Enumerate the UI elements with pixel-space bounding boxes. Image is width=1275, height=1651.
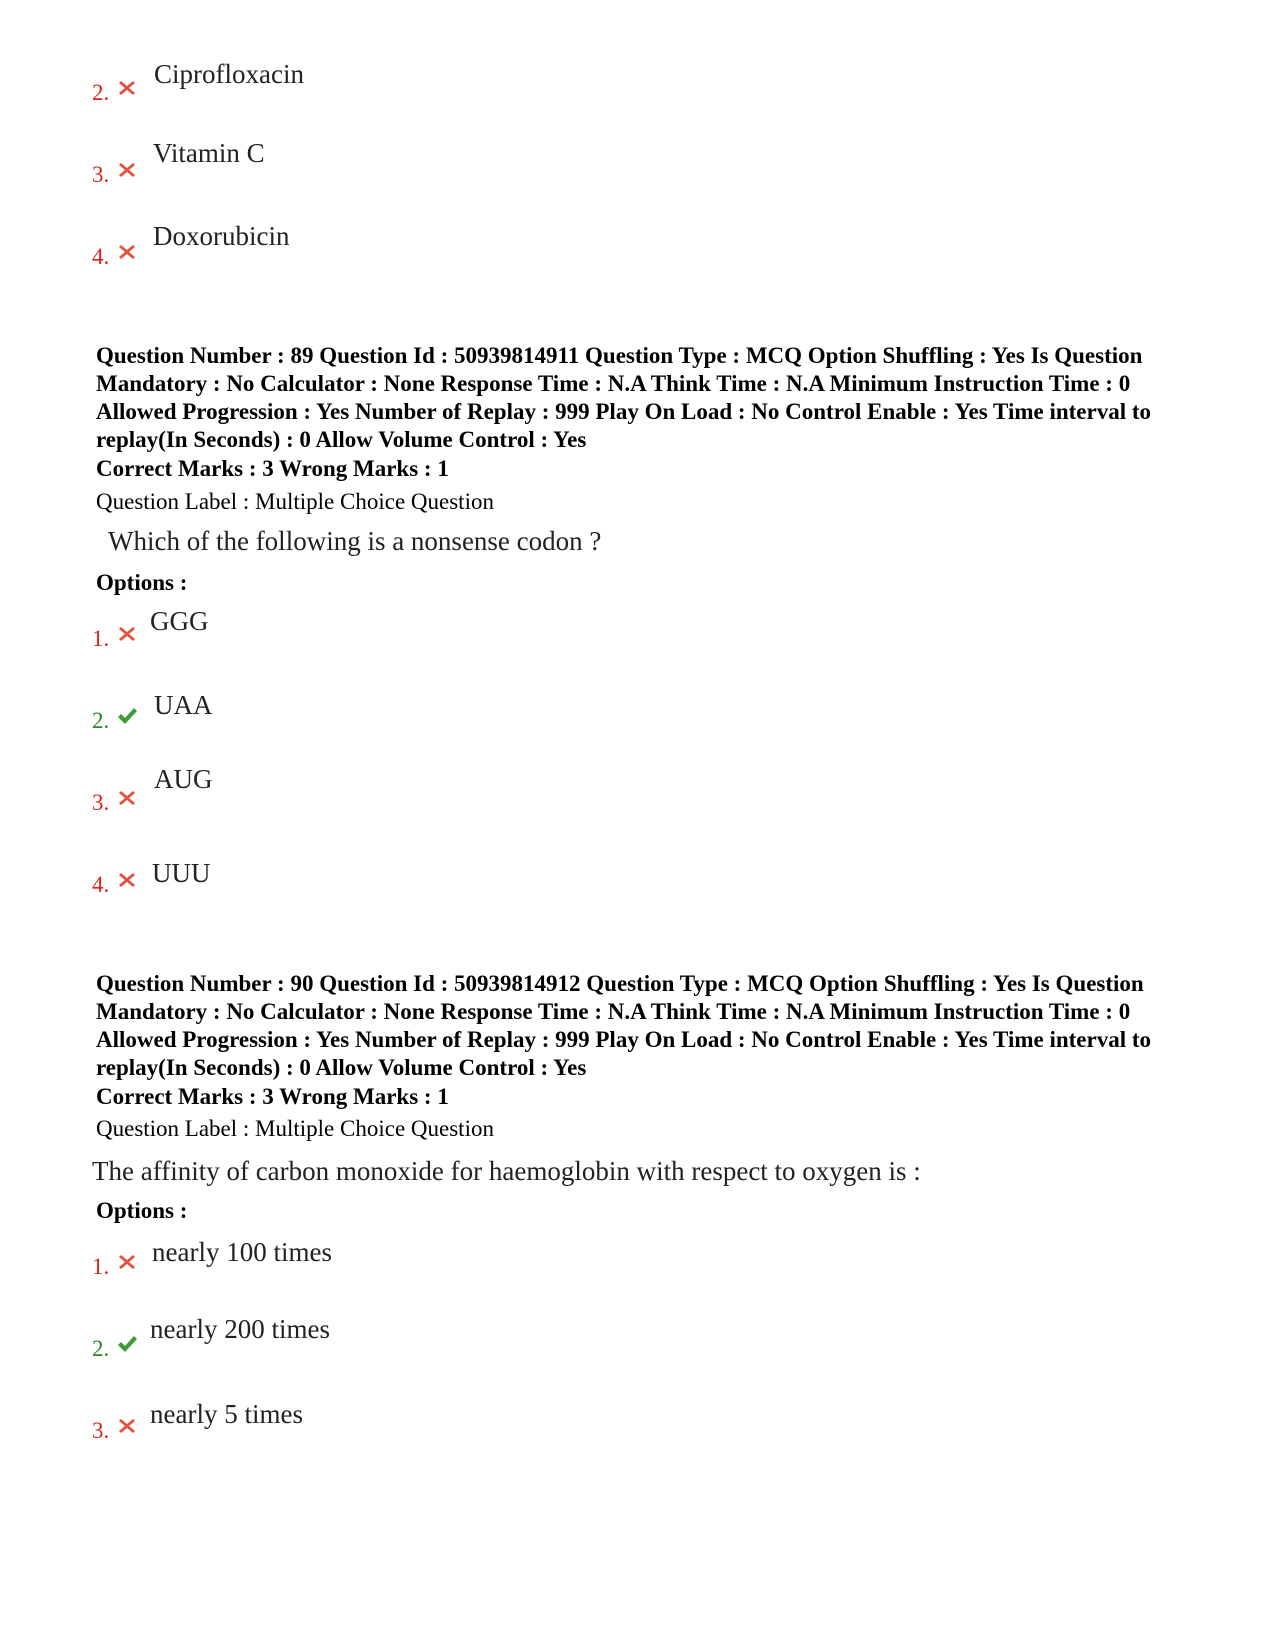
option-number: 3.: [92, 790, 110, 815]
question-label: Question Label : Multiple Choice Question: [96, 1116, 494, 1141]
option-number: 2.: [92, 80, 110, 105]
options-heading: Options :: [96, 570, 188, 595]
option-text: UAA: [154, 690, 213, 720]
check-icon: [116, 1333, 138, 1355]
question-text: Which of the following is a nonsense codon ?: [108, 526, 602, 556]
option-text: Doxorubicin: [153, 221, 290, 251]
cross-icon: [116, 77, 138, 99]
question-marks: Correct Marks : 3 Wrong Marks : 1: [96, 1084, 449, 1109]
option-number: 1.: [92, 1254, 110, 1279]
cross-icon: [116, 159, 138, 181]
question-label: Question Label : Multiple Choice Question: [96, 489, 494, 514]
option-text: UUU: [152, 858, 211, 888]
option-number: 4.: [92, 244, 110, 269]
option-number: 3.: [92, 162, 110, 187]
check-icon: [116, 705, 138, 727]
cross-icon: [116, 787, 138, 809]
option-number: 3.: [92, 1418, 110, 1443]
option-text: Ciprofloxacin: [154, 59, 304, 89]
question-text: The affinity of carbon monoxide for haemoglobin with respect to oxygen is :: [92, 1156, 921, 1186]
option-text: AUG: [154, 764, 213, 794]
option-text: nearly 100 times: [152, 1237, 332, 1267]
option-number: 4.: [92, 872, 110, 897]
cross-icon: [116, 1251, 138, 1273]
option-number: 2.: [92, 708, 110, 733]
option-text: nearly 5 times: [150, 1399, 303, 1429]
option-text: Vitamin C: [153, 138, 265, 168]
option-number: 1.: [92, 626, 110, 651]
option-number: 2.: [92, 1336, 110, 1361]
question-meta: Question Number : 89 Question Id : 50939814911 Question Type : MCQ Option Shuffling : Yes Is Question Mandatory : No Calculator : None Response Time : N.A Think Time : N.A Minimum Instruction Time : 0 Allowed Progression : Yes Number of Replay : 999 Play On Load : No Control Enable : Yes Time interval to replay(In Seconds) : 0 Allow Volume Control : Yes: [96, 343, 1152, 452]
question-marks: Correct Marks : 3 Wrong Marks : 1: [96, 456, 449, 481]
option-text: nearly 200 times: [150, 1314, 330, 1344]
cross-icon: [116, 241, 138, 263]
question-meta: Question Number : 90 Question Id : 50939814912 Question Type : MCQ Option Shuffling : Yes Is Question Mandatory : No Calculator : None Response Time : N.A Think Time : N.A Minimum Instruction Time : 0 Allowed Progression : Yes Number of Replay : 999 Play On Load : No Control Enable : Yes Time interval to replay(In Seconds) : 0 Allow Volume Control : Yes: [96, 971, 1152, 1080]
cross-icon: [116, 1415, 138, 1437]
cross-icon: [116, 623, 138, 645]
option-text: GGG: [150, 606, 209, 636]
options-heading: Options :: [96, 1198, 188, 1223]
cross-icon: [116, 869, 138, 891]
